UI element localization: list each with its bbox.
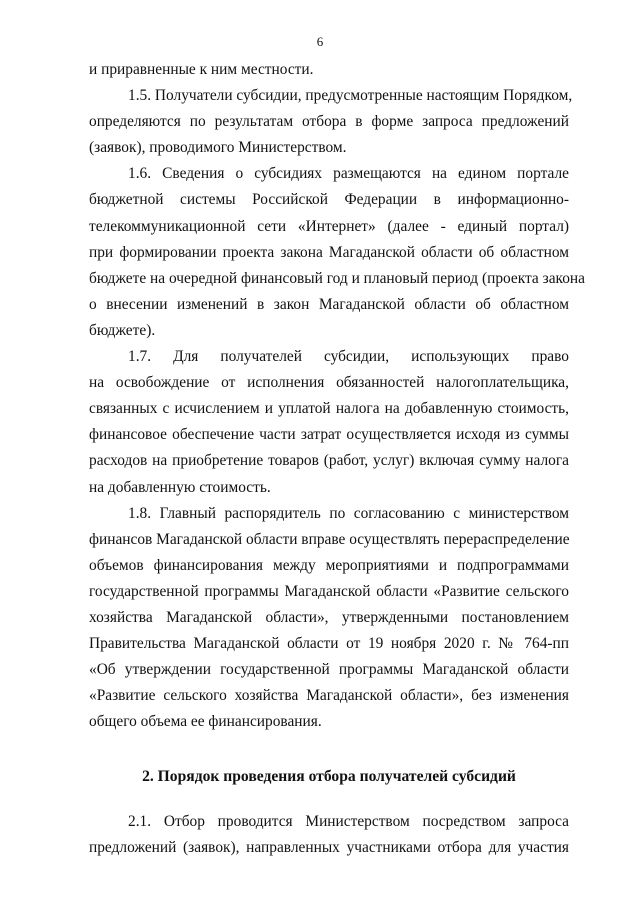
text-line: (заявок), проводимого Министерством. xyxy=(89,139,347,157)
text-line: при формировании проекта закона Магаданской области об областном xyxy=(89,243,569,261)
section-heading: 2. Порядок проведения отбора получателей субсидий xyxy=(142,768,516,785)
text-line: финансов Магаданской области вправе осуществлять перераспределение xyxy=(89,530,570,548)
text-line: «Развитие сельского хозяйства Магаданской области», без изменения xyxy=(89,687,569,705)
text-line: на освобождение от исполнения обязанностей налогоплательщика, xyxy=(89,374,569,392)
text-line: и приравненные к ним местности. xyxy=(89,61,314,78)
text-line: Правительства Магаданской области от 19 ноября 2020 г. № 764-пп xyxy=(89,635,569,653)
text-line: государственной программы Магаданской области «Развитие сельского xyxy=(89,582,569,600)
text-line: бюджетной системы Российской Федерации в информационно- xyxy=(89,191,569,209)
text-line: хозяйства Магаданской области», утвержденными постановлением xyxy=(89,608,569,626)
text-line: объемов финансирования между мероприятиями и подпрограммами xyxy=(89,556,569,574)
text-line: 1.7. Для получателей субсидии, использующих право xyxy=(128,348,569,366)
text-line: «Об утверждении государственной программы Магаданской области xyxy=(89,661,569,679)
text-line: финансовое обеспечение части затрат осуществляется исходя из суммы xyxy=(89,426,569,444)
text-line: расходов на приобретение товаров (работ, услуг) включая сумму налога xyxy=(89,452,569,470)
text-line: бюджете). xyxy=(89,321,156,339)
text-line: 2.1. Отбор проводится Министерством посредством запроса xyxy=(128,813,569,830)
text-line: предложений (заявок), направленных участниками отбора для участия xyxy=(89,839,569,857)
text-line: на добавленную стоимость. xyxy=(89,478,271,496)
text-line: телекоммуникационной сети «Интернет» (далее - единый портал) xyxy=(89,217,569,235)
body-text xyxy=(89,57,585,735)
text-line: о внесении изменений в закон Магаданской области об областном xyxy=(89,295,569,313)
text-line: связанных с исчислением и уплатой налога на добавленную стоимость, xyxy=(89,400,569,418)
body-text xyxy=(89,809,569,861)
text-line: бюджете на очередной финансовый год и плановый период (проекта закона xyxy=(89,269,585,287)
text-line: общего объема ее финансирования. xyxy=(89,713,322,731)
text-line: 1.8. Главный распорядитель по согласованию с министерством xyxy=(128,504,569,522)
text-line: 1.6. Сведения о субсидиях размещаются на едином портале xyxy=(128,165,569,183)
text-line: 1.5. Получатели субсидии, предусмотренные настоящим Порядком, xyxy=(128,87,573,105)
text-line: определяются по результатам отбора в форме запроса предложений xyxy=(89,113,569,131)
page-number: 6 xyxy=(316,34,324,49)
